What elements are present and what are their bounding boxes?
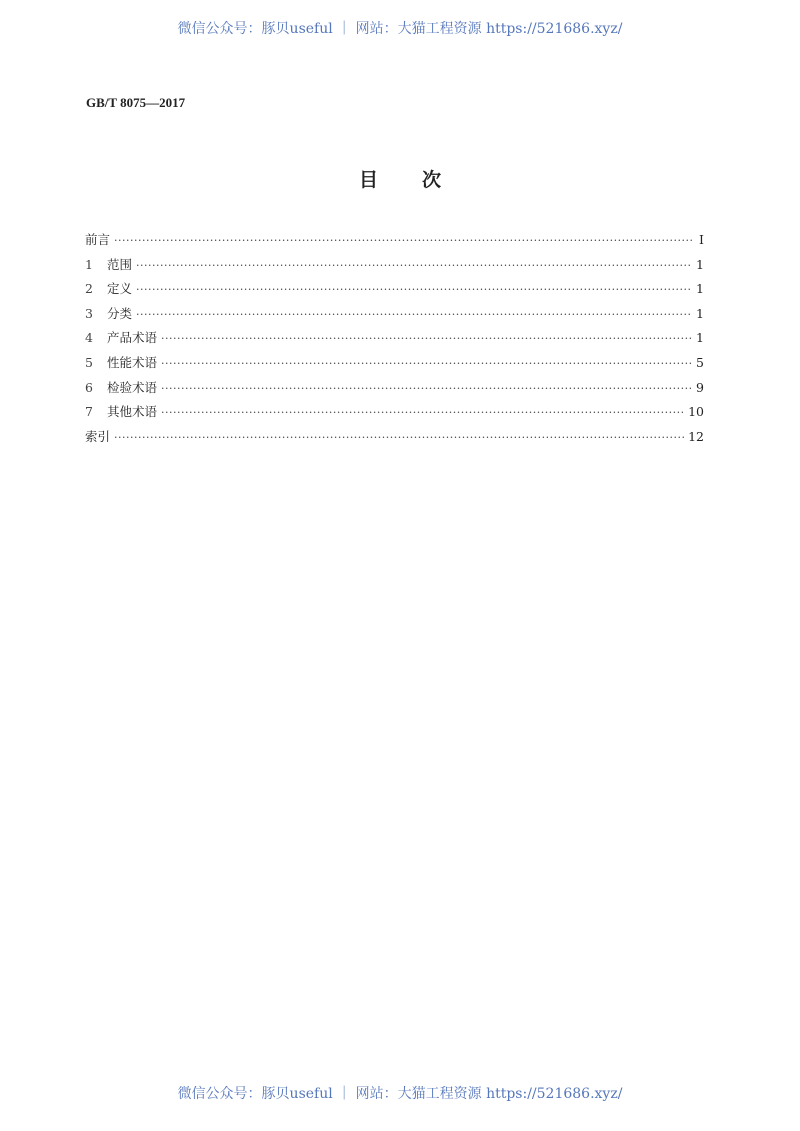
toc-entry[interactable] — [85, 328, 704, 353]
toc-entry[interactable] — [85, 378, 704, 403]
toc-entry[interactable] — [85, 402, 704, 427]
toc-leader-dots — [114, 431, 684, 444]
toc-leader-dots — [161, 406, 684, 419]
toc-entry-page: 5 — [696, 354, 704, 370]
toc-leader-dots — [161, 382, 692, 395]
toc-leader-dots — [114, 234, 692, 247]
toc-entry[interactable] — [85, 230, 704, 255]
table-of-contents — [85, 230, 704, 451]
toc-entry-page: Ⅰ — [699, 232, 704, 247]
toc-entry-number: 1 — [85, 256, 93, 272]
toc-entry-page: 1 — [696, 256, 704, 272]
toc-entry-label: 范围 — [107, 256, 133, 272]
toc-entry-number: 6 — [85, 379, 93, 395]
watermark-top: 微信公众号：豚贝useful ｜ 网站：大猫工程资源 https://521686.xyz/ — [177, 21, 623, 37]
toc-entry-page: 1 — [696, 330, 704, 346]
toc-entry-page: 9 — [696, 379, 704, 395]
watermark-bottom: 微信公众号：豚贝useful ｜ 网站：大猫工程资源 https://521686.xyz/ — [177, 1086, 623, 1102]
toc-entry-page: 12 — [688, 428, 704, 444]
toc-leader-dots — [161, 332, 692, 345]
toc-entry[interactable] — [85, 427, 704, 452]
toc-entry-number: 7 — [85, 404, 93, 420]
toc-entry-label: 前言 — [85, 232, 111, 247]
toc-entry-number: 4 — [85, 330, 93, 346]
toc-entry-number: 2 — [85, 281, 93, 297]
toc-leader-dots — [136, 283, 692, 296]
toc-leader-dots — [161, 357, 692, 370]
toc-entry[interactable] — [85, 279, 704, 304]
toc-entry-label: 其他术语 — [107, 404, 158, 420]
toc-entry-label: 检验术语 — [107, 379, 158, 395]
page-title: 目次 — [358, 169, 485, 191]
toc-entry-label: 性能术语 — [107, 354, 158, 370]
toc-entry-page: 1 — [696, 305, 704, 321]
toc-entry-label: 定义 — [107, 281, 133, 297]
toc-entry-label: 索引 — [85, 428, 111, 444]
toc-leader-dots — [136, 259, 692, 272]
toc-entry[interactable] — [85, 304, 704, 329]
standard-number: GB/T 8075—2017 — [86, 95, 186, 110]
toc-entry-label: 分类 — [107, 305, 133, 321]
toc-entry[interactable] — [85, 255, 704, 280]
toc-leader-dots — [136, 308, 692, 321]
toc-entry-number: 5 — [85, 354, 93, 370]
toc-entry-page: 10 — [688, 404, 704, 420]
toc-entry[interactable] — [85, 353, 704, 378]
toc-entry-number: 3 — [85, 305, 93, 321]
toc-entry-label: 产品术语 — [107, 330, 158, 346]
toc-entry-page: 1 — [696, 281, 704, 297]
